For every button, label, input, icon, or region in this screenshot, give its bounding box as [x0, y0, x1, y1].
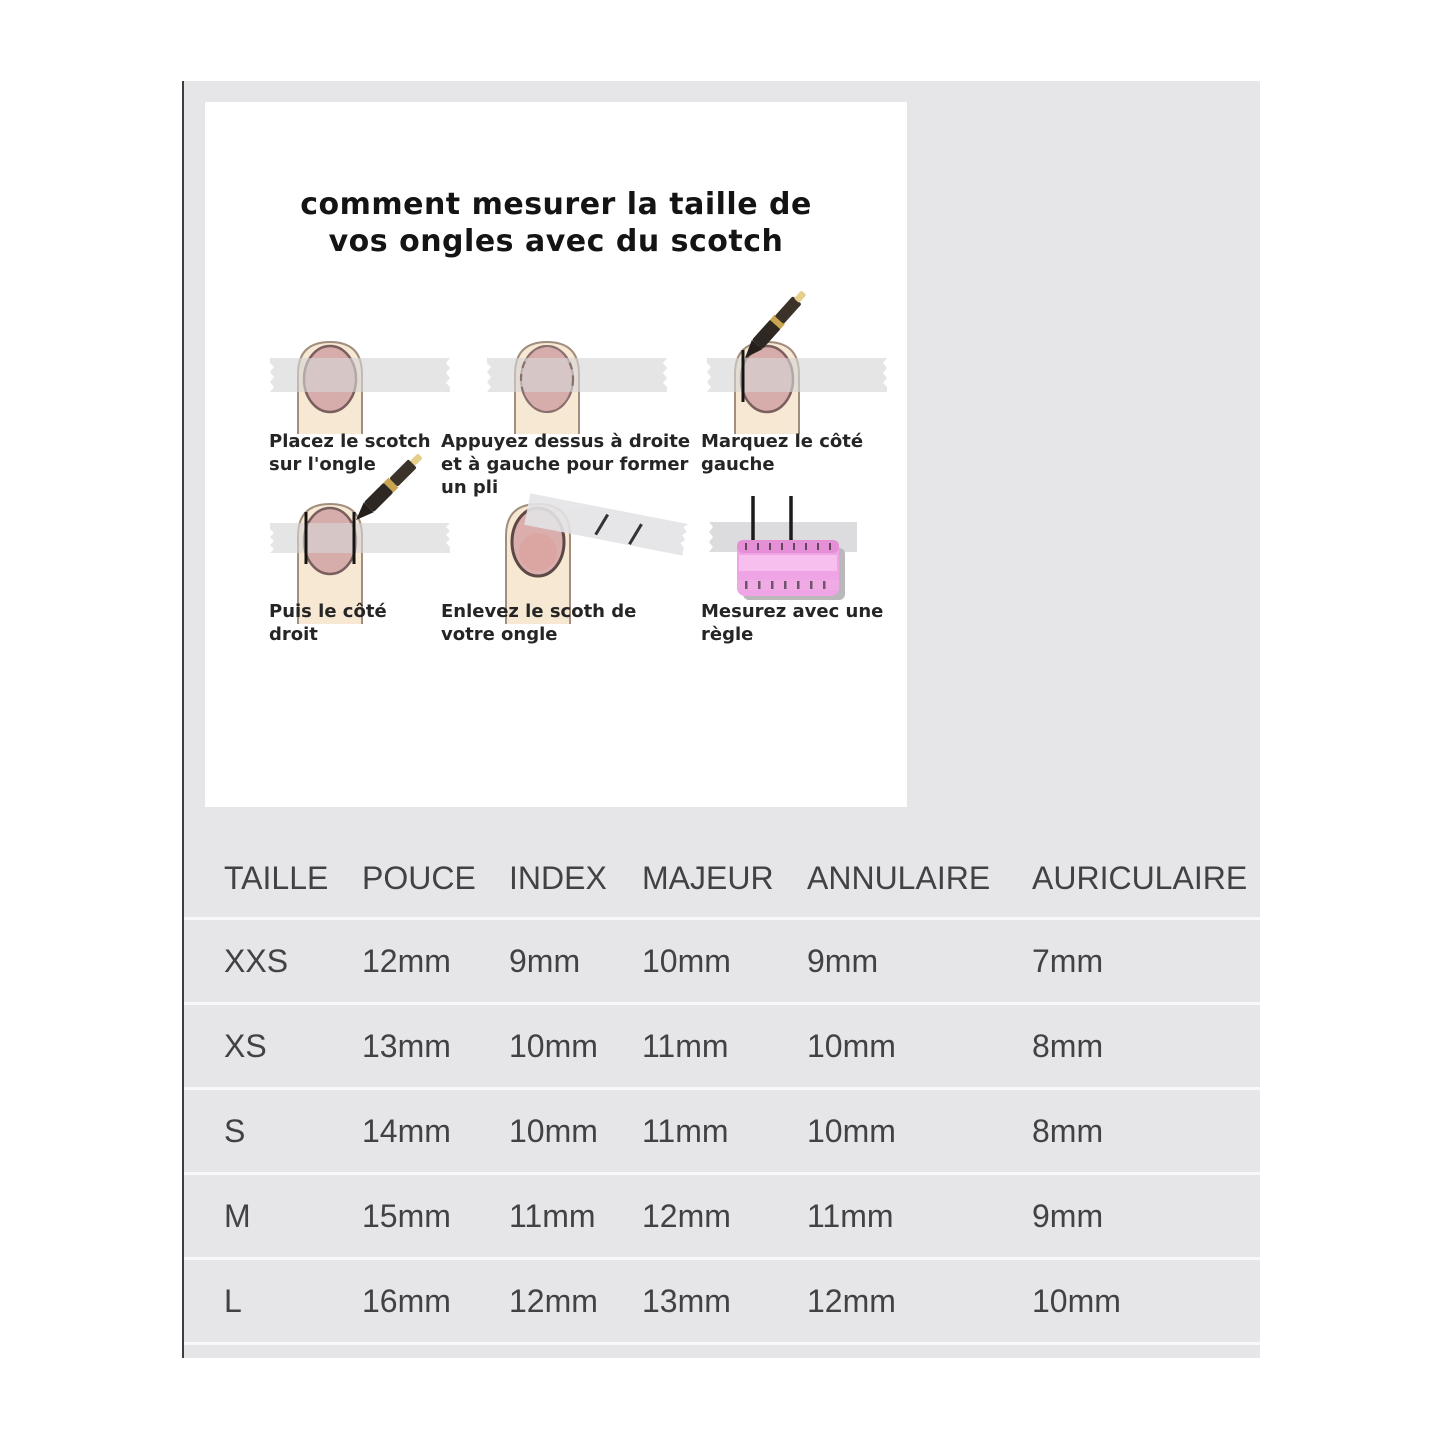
table-row-xs	[184, 1005, 1260, 1090]
cell-auriculaire: 8mm	[1032, 1112, 1104, 1149]
table-row-l	[184, 1260, 1260, 1345]
header-taille: TAILLE	[224, 859, 329, 896]
step-caption: Enlevez le scoth de votre ongle	[441, 601, 637, 645]
step-caption: Appuyez dessus à droite et à gauche pour former un pli	[441, 431, 691, 498]
step-caption: Puis le côté droit	[269, 601, 387, 645]
cell-auriculaire: 10mm	[1032, 1282, 1121, 1319]
guide-title-line1: comment mesurer la taille de	[300, 187, 812, 222]
size-table	[184, 839, 1260, 1345]
tape-on-nail-icon	[260, 254, 460, 434]
cell-index: 11mm	[509, 1197, 596, 1234]
cell-size: S	[224, 1112, 246, 1149]
cell-size: M	[224, 1197, 251, 1234]
ruler-measure-icon	[697, 454, 897, 624]
table-row-xxs	[184, 920, 1260, 1005]
guide-title-line2: vos ongles avec du scotch	[328, 224, 784, 259]
cell-index: 12mm	[509, 1282, 598, 1319]
header-annulaire: ANNULAIRE	[807, 859, 991, 896]
cell-majeur: 10mm	[642, 942, 731, 979]
cell-index: 10mm	[509, 1027, 598, 1064]
cell-size: XXS	[224, 942, 289, 979]
cell-majeur: 11mm	[642, 1112, 729, 1149]
size-table-header	[184, 839, 1260, 920]
step-caption: Marquez le côté gauche	[701, 431, 864, 475]
cell-index: 9mm	[509, 942, 581, 979]
cell-pouce: 16mm	[362, 1282, 451, 1319]
header-index: INDEX	[509, 859, 607, 896]
step-caption: Placez le scotch sur l'ongle	[269, 431, 431, 475]
cell-pouce: 12mm	[362, 942, 451, 979]
cell-size: XS	[224, 1027, 267, 1064]
header-majeur: MAJEUR	[642, 859, 774, 896]
cell-majeur: 11mm	[642, 1027, 729, 1064]
table-row-m	[184, 1175, 1260, 1260]
guide-title	[205, 186, 907, 260]
step-caption: Mesurez avec une règle	[701, 601, 884, 645]
cell-annulaire: 10mm	[807, 1027, 896, 1064]
press-tape-icon	[477, 254, 677, 434]
cell-auriculaire: 8mm	[1032, 1027, 1104, 1064]
mark-left-side-icon	[697, 254, 897, 434]
table-row-s	[184, 1090, 1260, 1175]
cell-pouce: 14mm	[362, 1112, 451, 1149]
cell-pouce: 13mm	[362, 1027, 451, 1064]
cell-pouce: 15mm	[362, 1197, 451, 1234]
content-panel	[182, 81, 1260, 1358]
header-auriculaire: AURICULAIRE	[1032, 859, 1248, 896]
cell-auriculaire: 9mm	[1032, 1197, 1104, 1234]
cell-annulaire: 9mm	[807, 942, 879, 979]
cell-auriculaire: 7mm	[1032, 942, 1104, 979]
cell-majeur: 12mm	[642, 1197, 731, 1234]
mark-right-side-icon	[260, 454, 460, 624]
cell-annulaire: 12mm	[807, 1282, 896, 1319]
remove-tape-icon	[467, 454, 697, 624]
cell-annulaire: 10mm	[807, 1112, 896, 1149]
cell-annulaire: 11mm	[807, 1197, 894, 1234]
cell-index: 10mm	[509, 1112, 598, 1149]
guide-card[interactable]	[205, 102, 907, 807]
cell-majeur: 13mm	[642, 1282, 731, 1319]
header-pouce: POUCE	[362, 859, 476, 896]
cell-size: L	[224, 1282, 242, 1319]
